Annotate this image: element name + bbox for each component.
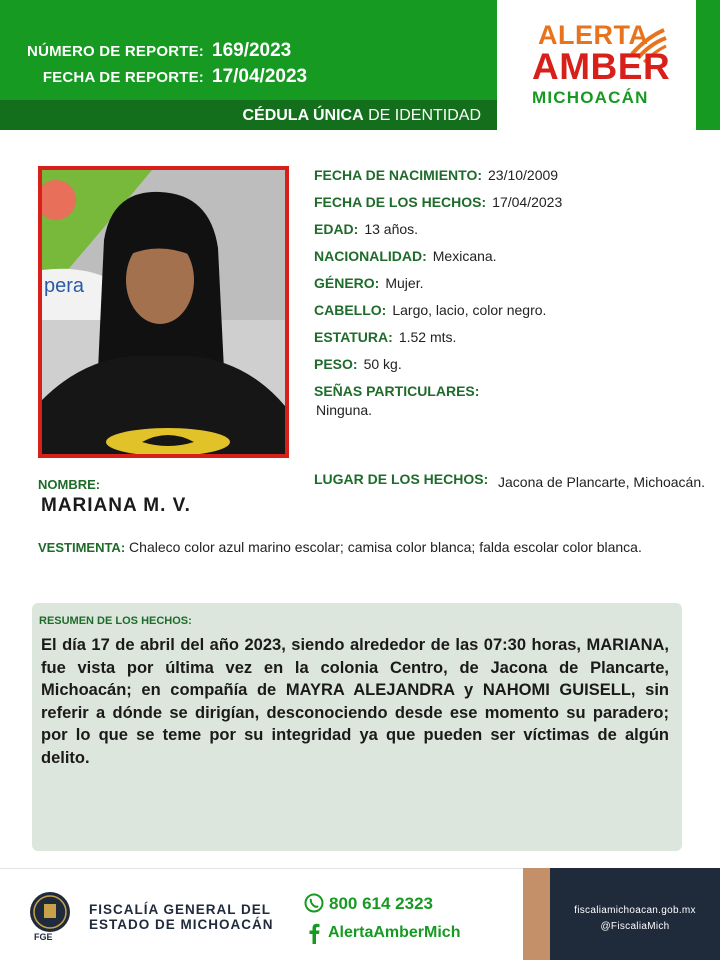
summary-text: El día 17 de abril del año 2023, siendo alrededor de las 07:30 horas, MARIANA, fue vista por última vez en la colonia Centro, de Jacona de Plancarte, Michoacán; en compañía de MAYRA ALEJANDRA y NAHOMI GUISELL, sin referir a dónde se dirigían, desconociendo desde ese momento su paradero; por lo que se teme por su integridad ya que pueden ser víctimas de algún delito. (41, 636, 669, 767)
report-number: 169/2023 (212, 40, 292, 61)
birth-row (314, 167, 558, 183)
marks-label-row (314, 383, 479, 399)
twitter-handle[interactable]: @FiscaliaMich (600, 921, 670, 932)
wall-text: pera (44, 275, 85, 297)
marks-value: Ninguna. (316, 402, 373, 418)
nationality-row (314, 248, 497, 264)
photo-illustration (42, 170, 285, 454)
clothing-row (38, 538, 684, 557)
person-name: MARIANA M. V. (41, 495, 191, 516)
org-name (89, 902, 274, 932)
logo-amber: AMBER (532, 46, 671, 87)
phone-number[interactable]: 800 614 2323 (329, 894, 433, 913)
report-number-label: NÚMERO DE REPORTE: (27, 43, 204, 60)
height-row (314, 329, 456, 345)
report-date: 17/04/2023 (212, 66, 308, 87)
fge-seal-text: FGE (34, 932, 53, 942)
report-date-label: FECHA DE REPORTE: (42, 69, 204, 86)
weight-label: PESO: (314, 356, 358, 372)
gender-value: Mujer. (385, 275, 424, 291)
hair-value: Largo, lacio, color negro. (392, 302, 547, 318)
birth-label: FECHA DE NACIMIENTO: (314, 167, 482, 183)
hair-label: CABELLO: (314, 302, 387, 318)
name-label: NOMBRE: (38, 477, 101, 492)
clothing-label: VESTIMENTA: (38, 540, 126, 555)
org-name-line2: ESTADO DE MICHOACÁN (89, 917, 274, 932)
logo-alerta: ALERTA (538, 20, 649, 50)
facebook-icon (306, 922, 322, 944)
event-date-value: 17/04/2023 (492, 194, 563, 210)
org-name-line1: FISCALÍA GENERAL DEL (89, 902, 272, 917)
nationality-value: Mexicana. (432, 248, 497, 264)
weight-value: 50 kg. (363, 356, 402, 372)
missing-person-photo (38, 166, 289, 458)
cedula-title-rest: DE IDENTIDAD (363, 107, 481, 124)
height-label: ESTATURA: (314, 329, 393, 345)
age-label: EDAD: (314, 221, 359, 237)
age-row (314, 221, 418, 237)
gender-row (314, 275, 423, 291)
facebook-handle[interactable]: AlertaAmberMich (328, 924, 461, 941)
weight-row (314, 356, 402, 372)
hair-row (314, 302, 546, 318)
report-date-row (20, 66, 307, 88)
age-value: 13 años. (364, 221, 419, 237)
gender-label: GÉNERO: (314, 275, 380, 291)
place-label: LUGAR DE LOS HECHOS: (314, 471, 489, 487)
summary-box (32, 603, 682, 851)
height-value: 1.52 mts. (398, 329, 457, 345)
cedula-title (0, 100, 497, 130)
marks-label: SEÑAS PARTICULARES: (314, 383, 480, 399)
cedula-title-bold: CÉDULA ÚNICA (242, 107, 364, 124)
whatsapp-icon (304, 893, 324, 913)
footer-tan-strip (523, 868, 550, 960)
birth-value: 23/10/2009 (488, 167, 559, 183)
event-date-row (314, 194, 562, 210)
logo-michoacan: MICHOACÁN (532, 88, 649, 107)
marks-value-row (316, 402, 372, 418)
summary-label: RESUMEN DE LOS HECHOS: (39, 615, 192, 627)
footer (0, 868, 720, 960)
report-number-row (20, 40, 291, 62)
clothing-value: Chaleco color azul marino escolar; camisa color blanca; falda escolar color blanca. (129, 539, 642, 555)
event-date-label: FECHA DE LOS HECHOS: (314, 194, 487, 210)
header-right-strip (696, 0, 720, 130)
place-value: Jacona de Plancarte, Michoacán. (498, 474, 706, 490)
website[interactable]: fiscaliamichoacan.gob.mx (574, 905, 696, 916)
nationality-label: NACIONALIDAD: (314, 248, 427, 264)
